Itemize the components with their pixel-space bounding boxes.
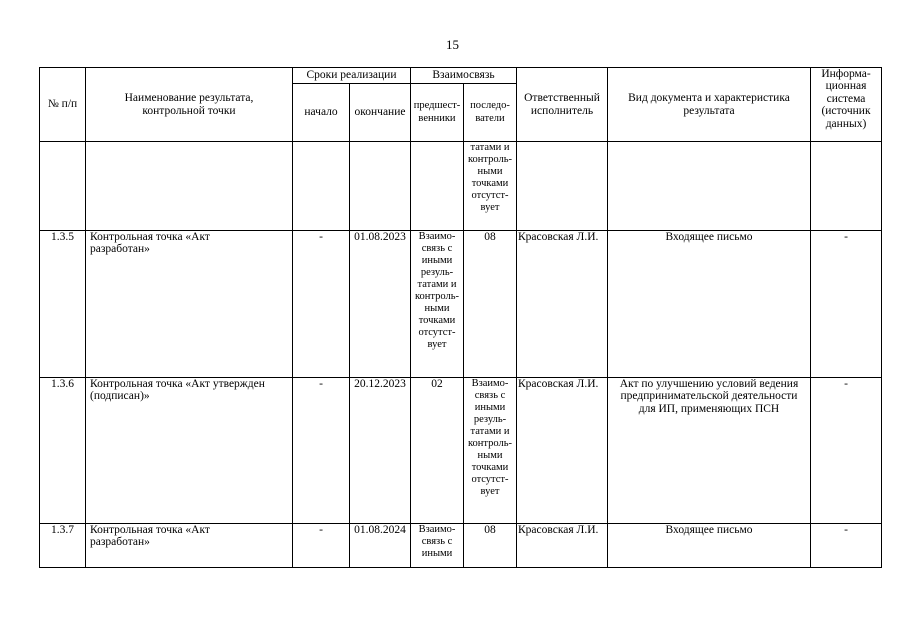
header-terms: Сроки реализации bbox=[293, 68, 411, 84]
header-responsible: Ответственный исполнитель bbox=[517, 68, 608, 142]
table-row bbox=[40, 142, 882, 231]
header-num: № п/п bbox=[40, 68, 86, 142]
table-row bbox=[40, 378, 882, 524]
table-row bbox=[40, 231, 882, 378]
cell-start: - bbox=[293, 378, 350, 524]
cell-start: - bbox=[293, 231, 350, 378]
cell-predecessors: Взаимо- связь с иными резуль- татами и контроль- ными точками отсутст- вует bbox=[411, 231, 464, 378]
header-successors: последо- ватели bbox=[464, 84, 517, 142]
header-relation: Взаимосвязь bbox=[411, 68, 517, 84]
page-number: 15 bbox=[446, 37, 459, 52]
cell-predecessors: 02 bbox=[411, 378, 464, 524]
cell-start bbox=[293, 142, 350, 231]
header-end: окончание bbox=[350, 84, 411, 142]
cell-info-system: - bbox=[811, 378, 882, 524]
cell-num bbox=[40, 142, 86, 231]
cell-responsible bbox=[517, 142, 608, 231]
cell-name bbox=[86, 142, 293, 231]
cell-document: Входящее письмо bbox=[608, 524, 811, 568]
header-info-system: Информа- ционная система (источник данных) bbox=[811, 68, 882, 142]
cell-end bbox=[350, 142, 411, 231]
header-name: Наименование результата, контрольной точки bbox=[86, 68, 293, 142]
cell-name: Контрольная точка «Акт разработан» bbox=[86, 524, 293, 568]
header-start: начало bbox=[293, 84, 350, 142]
cell-document: Входящее письмо bbox=[608, 231, 811, 378]
cell-responsible: Красовская Л.И. bbox=[517, 378, 608, 524]
cell-info-system bbox=[811, 142, 882, 231]
cell-predecessors bbox=[411, 142, 464, 231]
cell-name: Контрольная точка «Акт утвержден (подписан)» bbox=[86, 378, 293, 524]
cell-successors: 08 bbox=[464, 231, 517, 378]
cell-responsible: Красовская Л.И. bbox=[517, 524, 608, 568]
cell-num: 1.3.7 bbox=[40, 524, 86, 568]
cell-responsible: Красовская Л.И. bbox=[517, 231, 608, 378]
header-document: Вид документа и характеристика результата bbox=[608, 68, 811, 142]
cell-document bbox=[608, 142, 811, 231]
cell-start: - bbox=[293, 524, 350, 568]
cell-end: 01.08.2024 bbox=[350, 524, 411, 568]
cell-num: 1.3.6 bbox=[40, 378, 86, 524]
cell-info-system: - bbox=[811, 524, 882, 568]
header-predecessors: предшест- венники bbox=[411, 84, 464, 142]
table-row bbox=[40, 524, 882, 568]
cell-successors: Взаимо- связь с иными резуль- татами и контроль- ными точками отсутст- вует bbox=[464, 378, 517, 524]
cell-name: Контрольная точка «Акт разработан» bbox=[86, 231, 293, 378]
cell-document: Акт по улучшению условий ведения предпринимательской деятельности для ИП, применяющих ПСН bbox=[608, 378, 811, 524]
cell-predecessors: Взаимо- связь с иными bbox=[411, 524, 464, 568]
cell-info-system: - bbox=[811, 231, 882, 378]
plan-table bbox=[39, 67, 882, 568]
cell-successors: 08 bbox=[464, 524, 517, 568]
cell-successors: татами и контроль- ными точками отсутст- вует bbox=[464, 142, 517, 231]
cell-num: 1.3.5 bbox=[40, 231, 86, 378]
cell-end: 01.08.2023 bbox=[350, 231, 411, 378]
cell-end: 20.12.2023 bbox=[350, 378, 411, 524]
